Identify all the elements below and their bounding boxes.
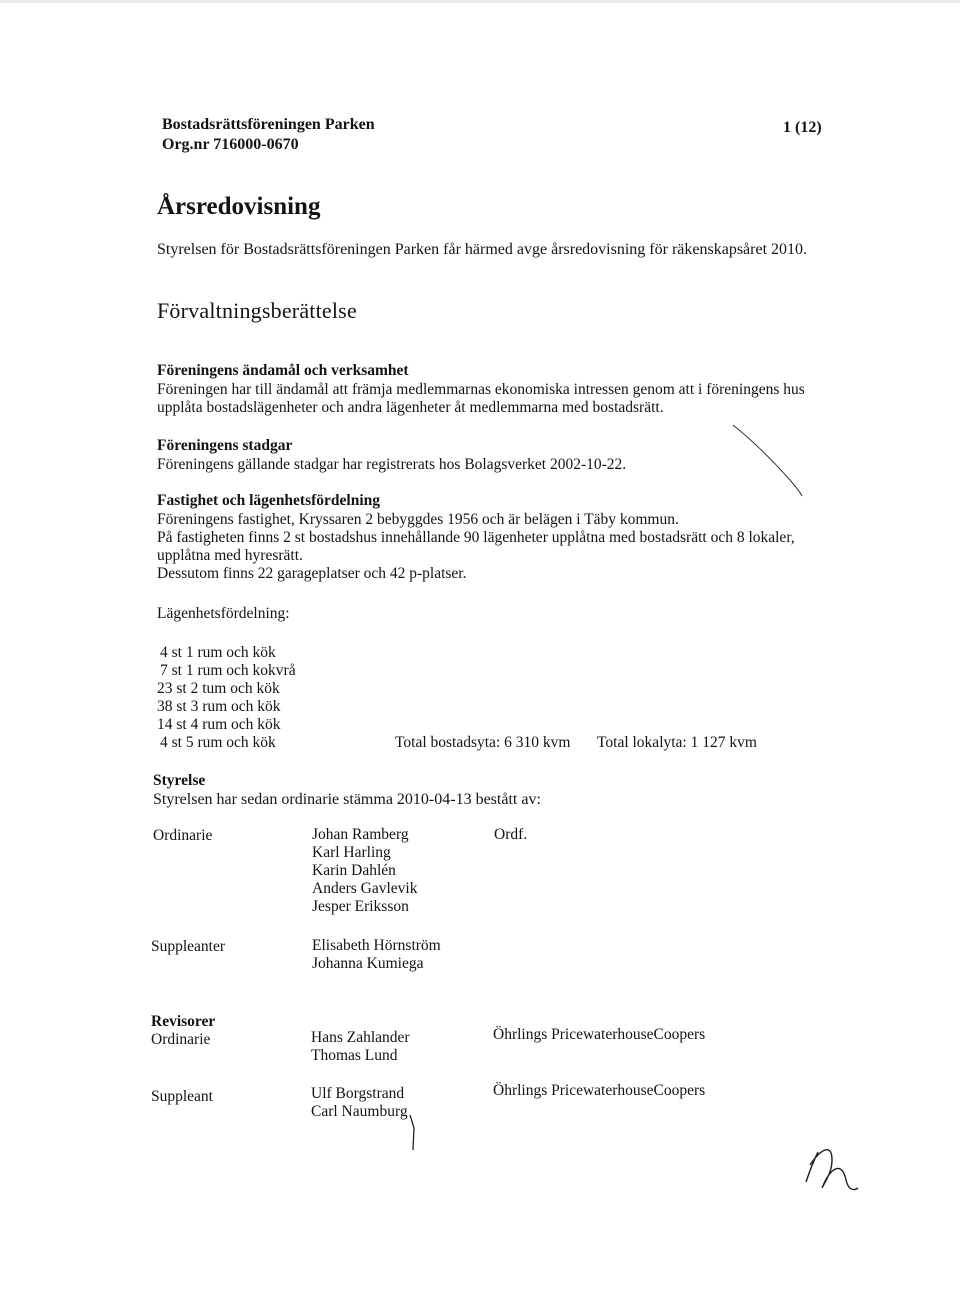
pen-stroke	[733, 425, 802, 496]
board-ordinary-label: Ordinarie	[153, 827, 213, 844]
board-heading: Styrelse	[153, 772, 206, 789]
intro-text: Styrelsen för Bostadsrättsföreningen Parken får härmed avge årsredovisning för räkenskapsåret 2010.	[157, 241, 808, 258]
board-deputy: Elisabeth Hörnström	[312, 937, 441, 954]
purpose-line: Föreningen har till ändamål att främja medlemmarnas ekonomiska intressen genom att i föreningens hus	[157, 381, 805, 398]
board-member: Jesper Eriksson	[312, 898, 409, 915]
auditor: Hans Zahlander	[311, 1029, 410, 1046]
deputy-auditor: Ulf Borgstrand	[311, 1085, 405, 1102]
property-line: Föreningens fastighet, Kryssaren 2 bebyggdes 1956 och är belägen i Täby kommun.	[157, 511, 679, 528]
page-number: 1 (12)	[783, 119, 822, 136]
board-member: Karin Dahlén	[312, 862, 396, 879]
statutes-heading: Föreningens stadgar	[157, 437, 293, 454]
statutes-text: Föreningens gällande stadgar har registrerats hos Bolagsverket 2002-10-22.	[157, 456, 627, 473]
property-line: På fastigheten finns 2 st bostadshus innehållande 90 lägenheter upplåtna med bostadsrätt och 8 lokaler,	[157, 529, 795, 546]
distribution-item: 4 st 5 rum och kök	[160, 734, 276, 751]
distribution-label: Lägenhetsfördelning:	[157, 605, 290, 622]
initials-signature	[806, 1150, 858, 1190]
board-member: Anders Gavlevik	[312, 880, 418, 897]
org-name: Bostadsrättsföreningen Parken	[162, 116, 375, 133]
board-member: Karl Harling	[312, 844, 391, 861]
auditors-heading: Revisorer	[151, 1013, 216, 1030]
auditors-deputy-label: Suppleant	[151, 1088, 213, 1105]
distribution-item: 38 st 3 rum och kök	[157, 698, 281, 715]
org-number: Org.nr 716000-0670	[162, 136, 299, 153]
distribution-item: 4 st 1 rum och kök	[160, 644, 276, 661]
distribution-item: 23 st 2 tum och kök	[157, 680, 280, 697]
total-commercial-area: Total lokalyta: 1 127 kvm	[597, 734, 757, 751]
board-deputies-label: Suppleanter	[151, 938, 226, 955]
section-title: Förvaltningsberättelse	[157, 298, 357, 323]
property-line: upplåtna med hyresrätt.	[157, 547, 303, 564]
distribution-item: 14 st 4 rum och kök	[157, 716, 281, 733]
document-title: Årsredovisning	[157, 193, 321, 220]
auditors-deputy-firm: Öhrlings PricewaterhouseCoopers	[493, 1082, 706, 1099]
chair-label: Ordf.	[494, 826, 528, 843]
board-member: Johan Ramberg	[312, 826, 409, 843]
auditors-ordinary-label: Ordinarie	[151, 1031, 211, 1048]
distribution-item: 7 st 1 rum och kokvrå	[160, 662, 296, 679]
board-text: Styrelsen har sedan ordinarie stämma 2010-04-13 bestått av:	[153, 791, 541, 808]
board-deputy: Johanna Kumiega	[312, 955, 424, 972]
purpose-heading: Föreningens ändamål och verksamhet	[157, 362, 409, 379]
purpose-line: upplåta bostadslägenheter och andra lägenheter åt medlemmarna med bostadsrätt.	[157, 399, 664, 416]
deputy-auditor: Carl Naumburg	[311, 1103, 408, 1120]
auditors-ordinary-firm: Öhrlings PricewaterhouseCoopers	[493, 1026, 706, 1043]
total-living-area: Total bostadsyta: 6 310 kvm	[395, 734, 571, 751]
property-heading: Fastighet och lägenhetsfördelning	[157, 492, 381, 509]
property-line: Dessutom finns 22 garageplatser och 42 p-platser.	[157, 565, 467, 582]
pen-stroke	[410, 1115, 414, 1150]
auditor: Thomas Lund	[311, 1047, 398, 1064]
